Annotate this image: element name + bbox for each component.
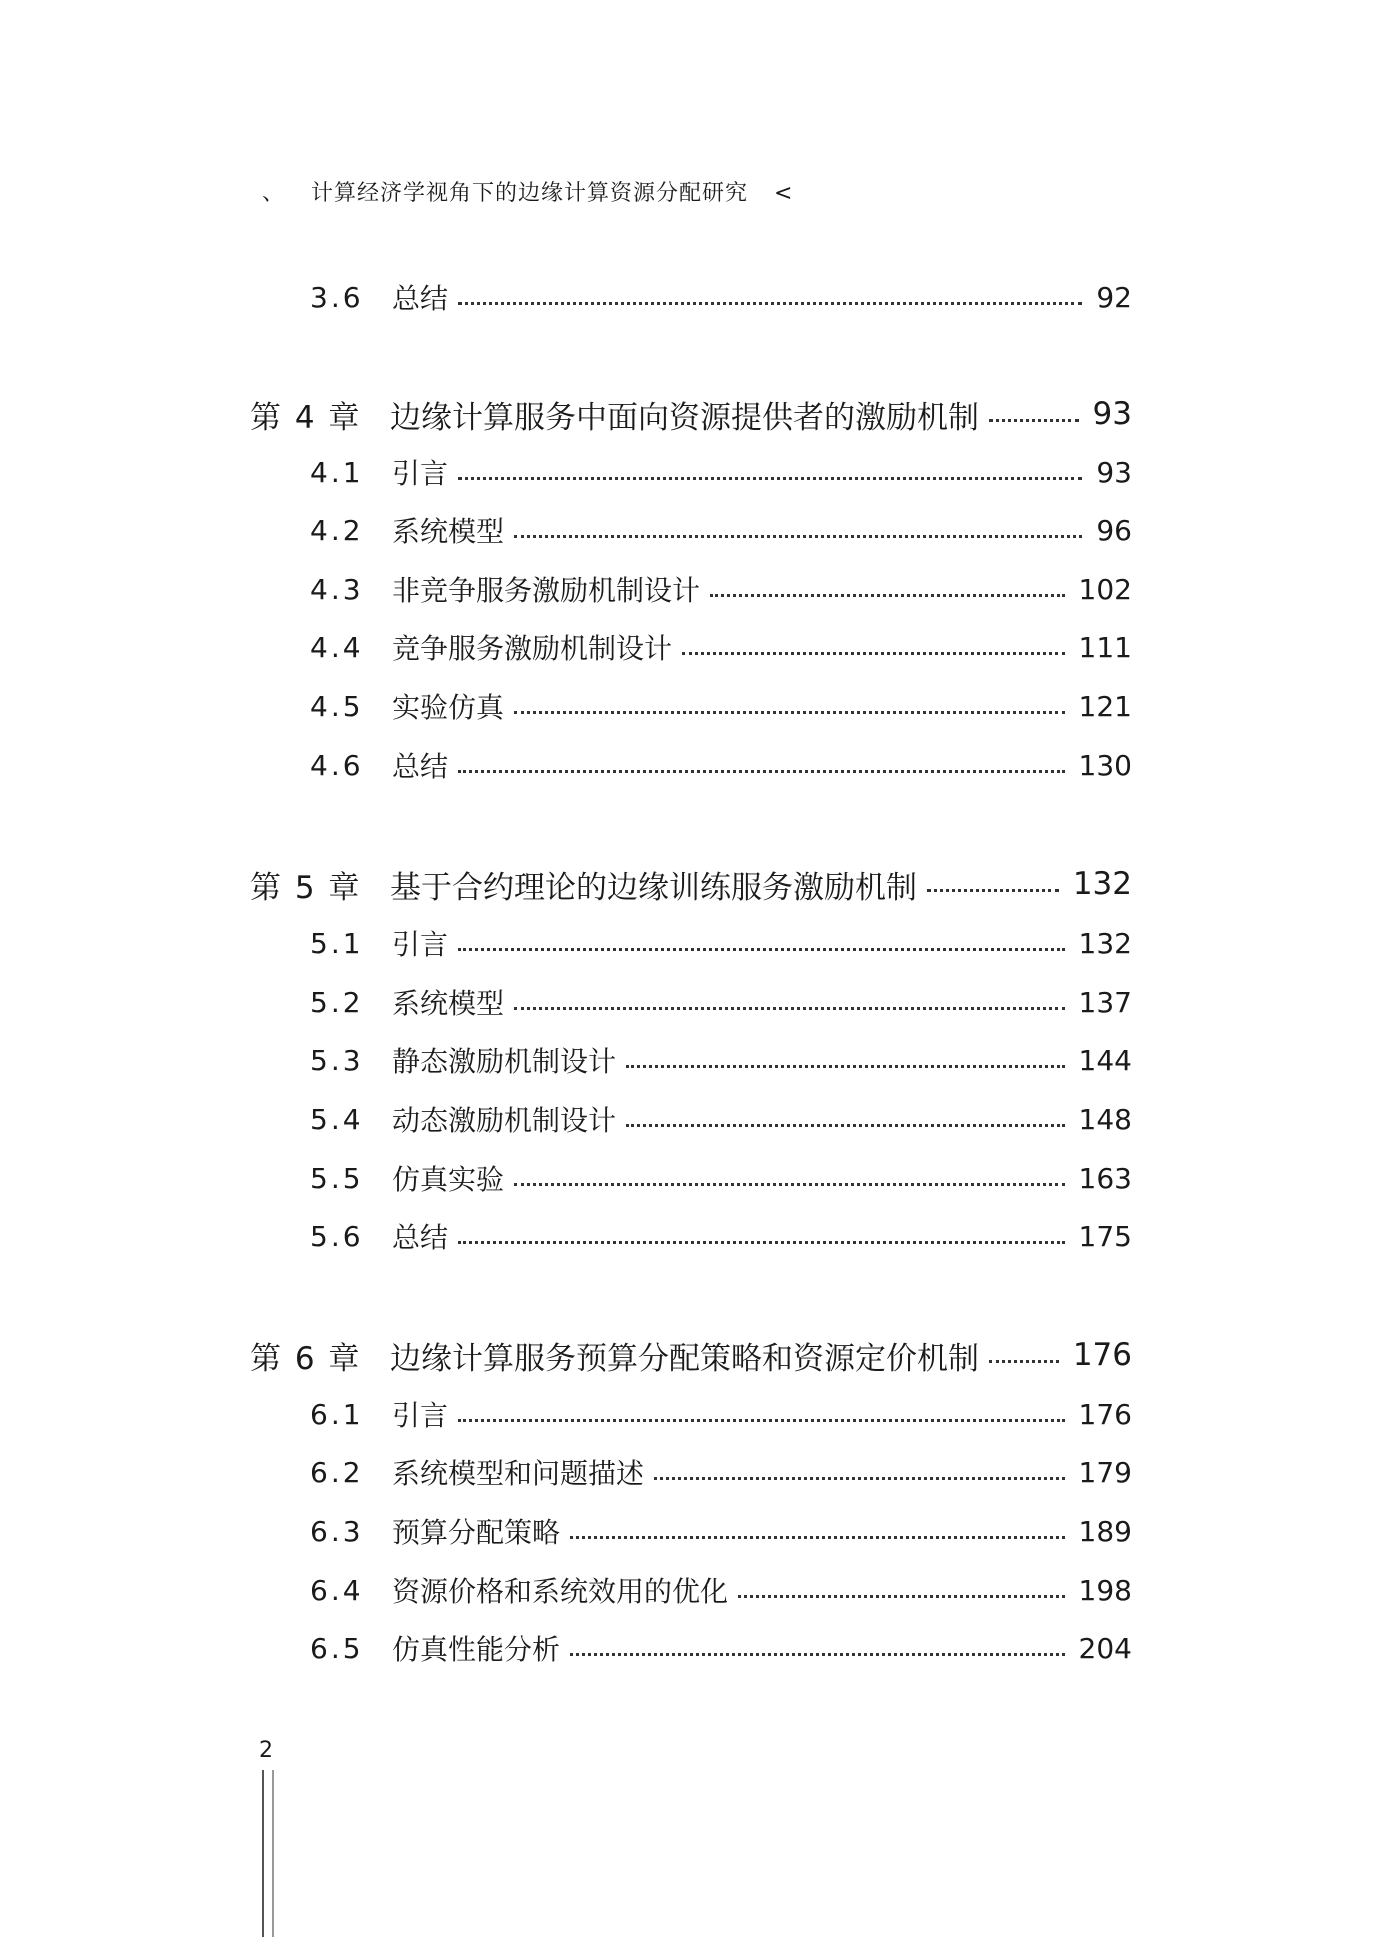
toc-entry-number: 5.4 xyxy=(310,1102,364,1136)
toc-entry-page: 144 xyxy=(1078,1043,1132,1077)
toc-entry-title: 系统模型和问题描述 xyxy=(392,1457,645,1490)
toc-chapter-6[interactable] xyxy=(250,1333,1132,1377)
dot-leader xyxy=(989,419,1079,422)
toc-entry-page: 96 xyxy=(1096,513,1132,547)
toc-entry-page: 204 xyxy=(1078,1631,1132,1665)
dot-leader xyxy=(927,889,1059,892)
toc-entry-title: 资源价格和系统效用的优化 xyxy=(392,1575,729,1608)
dot-leader xyxy=(458,948,1065,951)
chapter-title: 边缘计算服务中面向资源提供者的激励机制 xyxy=(390,399,979,436)
toc-entry-title: 引言 xyxy=(392,457,449,490)
toc-entry-page: 179 xyxy=(1078,1455,1132,1489)
toc-entry-4-2[interactable] xyxy=(310,508,1132,552)
toc-entry-page: 176 xyxy=(1078,1397,1132,1431)
toc-entry-number: 4.2 xyxy=(310,513,364,547)
toc-entry-5-1[interactable] xyxy=(310,921,1132,965)
page-number: 2 xyxy=(259,1738,273,1763)
toc-entry-6-1[interactable] xyxy=(310,1392,1132,1436)
chapter-title: 基于合约理论的边缘训练服务激励机制 xyxy=(390,869,917,906)
dot-leader xyxy=(458,302,1082,305)
dot-leader xyxy=(654,1477,1065,1480)
dot-leader xyxy=(514,711,1065,714)
toc-entry-number: 6.1 xyxy=(310,1397,364,1431)
toc-entry-page: 102 xyxy=(1078,572,1132,606)
dot-leader xyxy=(710,594,1065,597)
toc-entry-page: 163 xyxy=(1078,1161,1132,1195)
toc-entry-page: 92 xyxy=(1096,280,1132,314)
chapter-page: 93 xyxy=(1092,396,1132,432)
dot-leader xyxy=(514,535,1082,538)
chapter-number: 第 6 章 xyxy=(250,1340,362,1377)
toc-entry-number: 6.3 xyxy=(310,1514,364,1548)
toc-entry-title: 系统模型 xyxy=(392,515,505,548)
dot-leader xyxy=(514,1183,1065,1186)
header-right-mark: < xyxy=(774,181,794,206)
toc-entry-6-3[interactable] xyxy=(310,1509,1132,1553)
dot-leader xyxy=(626,1065,1065,1068)
toc-entry-page: 130 xyxy=(1078,748,1132,782)
toc-entry-title: 预算分配策略 xyxy=(392,1516,561,1549)
toc-entry-number: 6.4 xyxy=(310,1573,364,1607)
chapter-title: 边缘计算服务预算分配策略和资源定价机制 xyxy=(390,1340,979,1377)
dot-leader xyxy=(458,1241,1065,1244)
dot-leader xyxy=(514,1007,1065,1010)
toc-entry-title: 动态激励机制设计 xyxy=(392,1104,617,1137)
toc-entry-page: 148 xyxy=(1078,1102,1132,1136)
toc-entry-number: 4.1 xyxy=(310,455,364,489)
toc-entry-number: 4.3 xyxy=(310,572,364,606)
toc-entry-6-2[interactable] xyxy=(310,1450,1132,1494)
toc-entry-number: 5.2 xyxy=(310,985,364,1019)
toc-entry-title: 竞争服务激励机制设计 xyxy=(392,632,673,665)
toc-entry-5-3[interactable] xyxy=(310,1038,1132,1082)
book-title: 计算经济学视角下的边缘计算资源分配研究 xyxy=(311,181,749,206)
toc-entry-title: 总结 xyxy=(392,282,449,315)
header-left-mark: 、 xyxy=(262,181,286,206)
toc-entry-number: 6.2 xyxy=(310,1455,364,1489)
toc-entry-number: 5.1 xyxy=(310,926,364,960)
toc-entry-5-4[interactable] xyxy=(310,1097,1132,1141)
toc-entry-4-5[interactable] xyxy=(310,684,1132,728)
toc-entry-number: 5.3 xyxy=(310,1043,364,1077)
toc-chapter-4[interactable] xyxy=(250,392,1132,436)
toc-entry-4-3[interactable] xyxy=(310,567,1132,611)
toc-entry-5-2[interactable] xyxy=(310,980,1132,1024)
toc-entry-number: 3.6 xyxy=(310,280,364,314)
dot-leader xyxy=(458,477,1082,480)
toc-entry-page: 189 xyxy=(1078,1514,1132,1548)
toc-entry-6-4[interactable] xyxy=(310,1568,1132,1612)
dot-leader xyxy=(570,1653,1065,1656)
toc-entry-title: 系统模型 xyxy=(392,987,505,1020)
running-header xyxy=(262,176,793,207)
dot-leader xyxy=(458,1419,1065,1422)
toc-entry-number: 5.5 xyxy=(310,1161,364,1195)
toc-entry-title: 非竞争服务激励机制设计 xyxy=(392,574,701,607)
dot-leader xyxy=(626,1124,1065,1127)
dot-leader xyxy=(570,1536,1065,1539)
toc-entry-3-6[interactable] xyxy=(310,275,1132,319)
toc-chapter-5[interactable] xyxy=(250,862,1132,906)
toc-entry-number: 4.5 xyxy=(310,689,364,723)
toc-entry-title: 总结 xyxy=(392,750,449,783)
toc-entry-page: 137 xyxy=(1078,985,1132,1019)
toc-entry-title: 实验仿真 xyxy=(392,691,505,724)
toc-entry-4-1[interactable] xyxy=(310,450,1132,494)
dot-leader xyxy=(989,1360,1059,1363)
toc-entry-number: 5.6 xyxy=(310,1219,364,1253)
toc-entry-5-6[interactable] xyxy=(310,1214,1132,1258)
toc-entry-number: 4.6 xyxy=(310,748,364,782)
dot-leader xyxy=(738,1595,1065,1598)
dot-leader xyxy=(458,770,1065,773)
toc-entry-page: 175 xyxy=(1078,1219,1132,1253)
toc-entry-number: 6.5 xyxy=(310,1631,364,1665)
dot-leader xyxy=(682,652,1065,655)
toc-entry-title: 仿真性能分析 xyxy=(392,1633,561,1666)
chapter-number: 第 4 章 xyxy=(250,399,362,436)
toc-entry-5-5[interactable] xyxy=(310,1156,1132,1200)
toc-entry-title: 仿真实验 xyxy=(392,1163,505,1196)
toc-entry-4-6[interactable] xyxy=(310,743,1132,787)
toc-entry-page: 132 xyxy=(1078,926,1132,960)
toc-entry-page: 121 xyxy=(1078,689,1132,723)
toc-entry-title: 引言 xyxy=(392,1399,449,1432)
chapter-page: 176 xyxy=(1072,1337,1132,1373)
toc-entry-page: 111 xyxy=(1078,630,1132,664)
toc-entry-title: 总结 xyxy=(392,1221,449,1254)
margin-rule xyxy=(262,1770,274,1937)
toc-entry-page: 93 xyxy=(1096,455,1132,489)
toc-entry-number: 4.4 xyxy=(310,630,364,664)
chapter-number: 第 5 章 xyxy=(250,869,362,906)
chapter-page: 132 xyxy=(1072,866,1132,902)
toc-entry-page: 198 xyxy=(1078,1573,1132,1607)
toc-entry-title: 引言 xyxy=(392,928,449,961)
toc-entry-title: 静态激励机制设计 xyxy=(392,1045,617,1078)
toc-entry-6-5[interactable] xyxy=(310,1626,1132,1670)
toc-entry-4-4[interactable] xyxy=(310,625,1132,669)
